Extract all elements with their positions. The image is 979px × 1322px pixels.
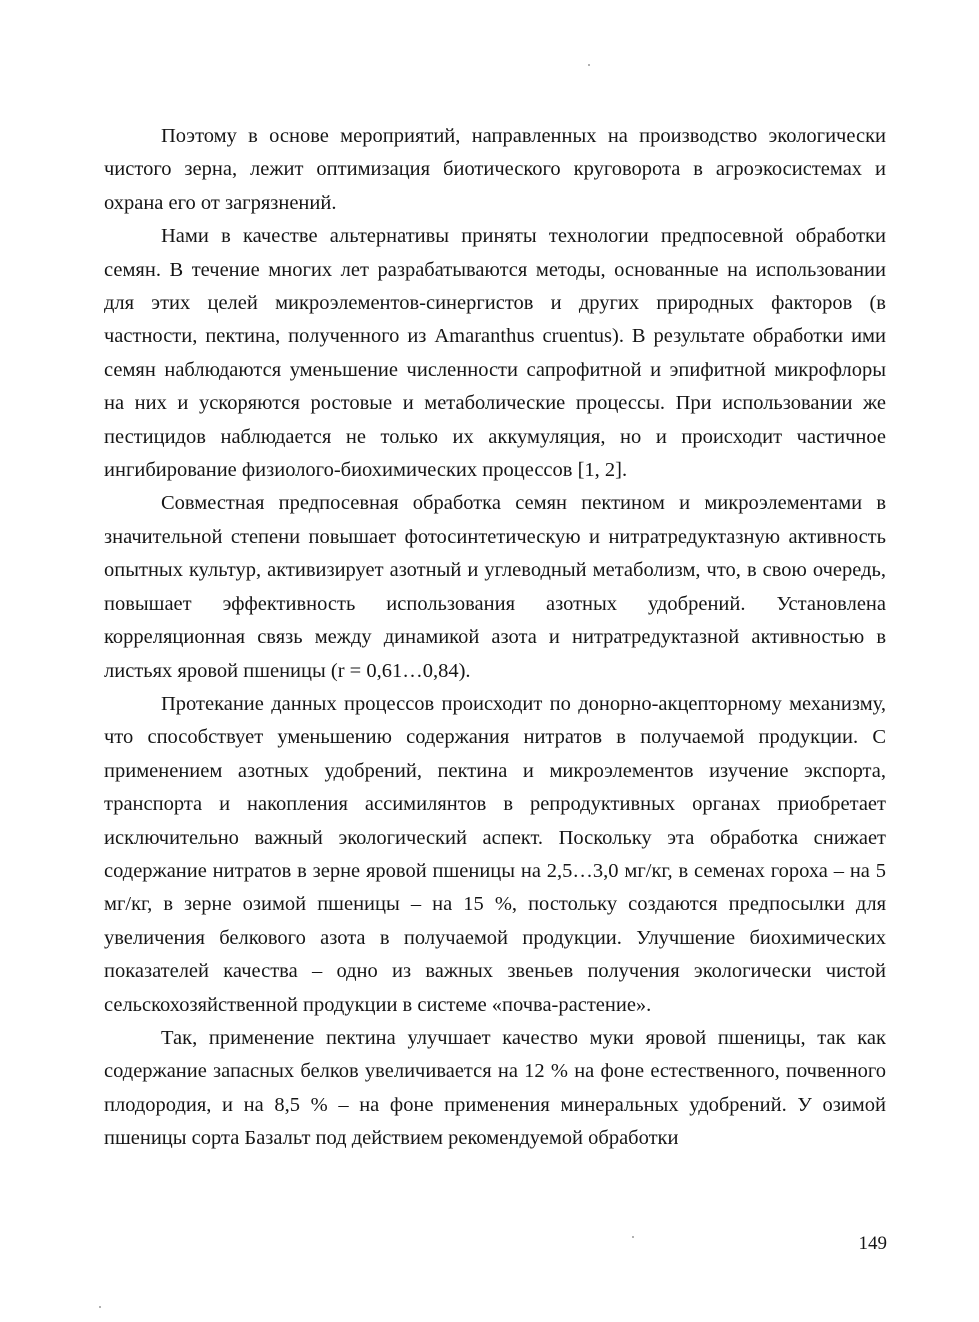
scan-speck <box>99 1306 101 1308</box>
paragraph-5: Так, применение пектина улучшает качество муки яровой пшеницы, так как содержание запасных белков увеличивается на 12 % на фоне естественного, почвенного плодородия, и на 8,5 % – на фоне применения минеральных удобрений. У озимой пшеницы сорта Базальт под действием рекомендуемой обработки <box>104 1026 886 1150</box>
paragraph-1: Поэтому в основе мероприятий, направленных на производство экологически чистого зерна, лежит оптимизация биотического круговорота в агроэкосистемах и охрана его от загрязнений. <box>104 125 886 214</box>
paragraph-3: Совместная предпосевная обработка семян пектином и микроэлементами в значительной степени повышает фотосинтетическую и нитратредуктазную активность опытных культур, активизирует азотный и углеводный метаболизм, что, в свою очередь, повышает эффективность использования азотных удобрений. Установлена корреляционная связь между динамикой азота и нитратредуктазной активностью в листьях яровой пшеницы (r = 0,61…0,84). <box>104 492 886 682</box>
body-text <box>104 120 886 1156</box>
scan-speck <box>632 1236 634 1238</box>
paragraph-2: Нами в качестве альтернативы приняты технологии предпосевной обработки семян. В течение многих лет разрабатываются методы, основанные на использовании для этих целей микроэлементов-синергистов и других природных факторов (в частности, пектина, полученного из Amaranthus cruentus). В результате обработки ими семян наблюдаются уменьшение численности сапрофитной и эпифитной микрофлоры на них и ускоряются ростовые и метаболические процессы. При использовании же пестицидов наблюдается не только их аккумуляция, но и происходит частичное ингибирование физиолого-биохимических процессов [1, 2]. <box>104 225 886 482</box>
scan-speck <box>588 64 590 66</box>
page-number: 149 <box>858 1233 887 1254</box>
paragraph-4: Протекание данных процессов происходит по донорно-акцепторному механизму, что способствует уменьшению содержания нитратов в получаемой продукции. С применением азотных удобрений, пектина и микроэлементов изучение экспорта, транспорта и накопления ассимилянтов в репродуктивных органах приобретает исключительно важный экологический аспект. Поскольку эта обработка снижает содержание нитратов в зерне яровой пшеницы на 2,5…3,0 мг/кг, в семенах гороха – на 5 мг/кг, в зерне озимой пшеницы – на 15 %, постольку создаются предпосылки для увеличения белкового азота в получаемой продукции. Улучшение биохимических показателей качества – одно из важных звеньев получения экологически чистой сельскохозяйственной продукции в системе «почва-растение». <box>104 692 886 1016</box>
